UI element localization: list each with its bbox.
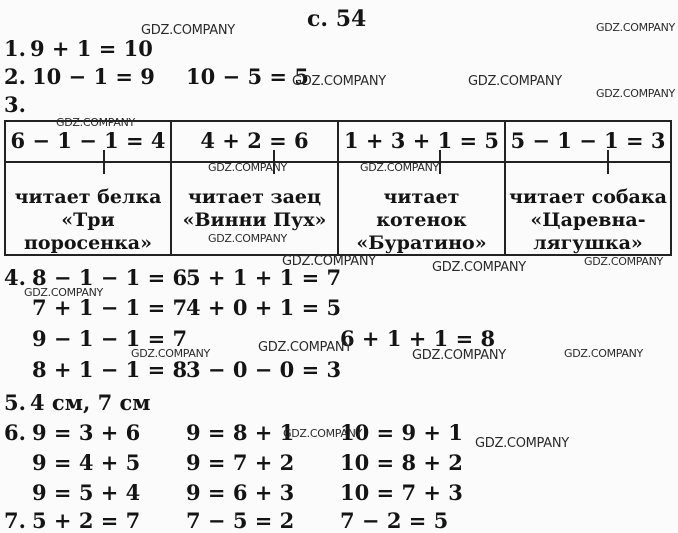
watermark: GDZ.COMPANY — [292, 74, 386, 89]
task-4-row-1-col-2: 5 + 1 + 1 = 7 — [186, 265, 342, 290]
watermark: GDZ.COMPANY — [141, 23, 235, 38]
table-cell-3-line-2: котенок — [376, 209, 467, 231]
task-7-number: 7. — [4, 508, 26, 533]
watermark: GDZ.COMPANY — [475, 436, 569, 451]
table-cell-4-equation: 5 − 1 − 1 = 3 — [510, 128, 666, 153]
watermark: GDZ.COMPANY — [208, 232, 287, 245]
watermark: GDZ.COMPANY — [596, 87, 675, 100]
watermark: GDZ.COMPANY — [258, 340, 352, 355]
task-2-equation-2: 10 − 5 = 5 — [186, 64, 309, 89]
task-3-number: 3. — [4, 92, 26, 117]
watermark: GDZ.COMPANY — [412, 348, 506, 363]
task-6-row-2-col-2: 9 = 7 + 2 — [186, 450, 295, 475]
task-4-row-1-col-1: 8 − 1 − 1 = 6 — [32, 265, 188, 290]
table-cell-3-text — [339, 186, 504, 255]
task-5-number: 5. — [4, 390, 26, 415]
task-6-row-1-col-2: 9 = 8 + 1 — [186, 420, 295, 445]
task-2-equation-1: 10 − 1 = 9 — [32, 64, 155, 89]
table-cell-3-line-3: «Буратино» — [356, 232, 487, 254]
task-4-number: 4. — [4, 265, 26, 290]
task-6-row-3-col-1: 9 = 5 + 4 — [32, 480, 141, 505]
table-cell-2-text — [172, 186, 337, 232]
task-1-number: 1. — [4, 36, 26, 61]
task-4-row-4-col-1: 8 + 1 − 1 = 8 — [32, 357, 188, 382]
task-1-equation: 9 + 1 = 10 — [30, 36, 153, 61]
task-4-row-2-col-2: 4 + 0 + 1 = 5 — [186, 295, 342, 320]
table-cell-4-text — [506, 186, 670, 255]
watermark: GDZ.COMPANY — [596, 21, 675, 34]
task-6-row-1-col-3: 10 = 9 + 1 — [340, 420, 463, 445]
task-2-number: 2. — [4, 64, 26, 89]
table-cell-1-text — [6, 186, 170, 255]
watermark: GDZ.COMPANY — [24, 286, 103, 299]
task-4-row-2-col-1: 7 + 1 − 1 = 7 — [32, 295, 188, 320]
table-cell-3-line-1: читает — [383, 186, 460, 208]
table-cell-2-line-1: читает заец — [187, 186, 322, 208]
watermark: GDZ.COMPANY — [131, 347, 210, 360]
task-6-row-2-col-1: 9 = 4 + 5 — [32, 450, 141, 475]
table-cell-4-line-2: «Царевна- — [530, 209, 646, 231]
watermark: GDZ.COMPANY — [564, 347, 643, 360]
task-6-row-3-col-3: 10 = 7 + 3 — [340, 480, 463, 505]
table-cell-1-line-1: читает белка — [14, 186, 162, 208]
task-6-row-3-col-2: 9 = 6 + 3 — [186, 480, 295, 505]
watermark: GDZ.COMPANY — [360, 161, 439, 174]
watermark: GDZ.COMPANY — [432, 260, 526, 275]
page-number: с. 54 — [307, 6, 367, 32]
watermark: GDZ.COMPANY — [584, 255, 663, 268]
table-cell-4-line-1: читает собака — [509, 186, 667, 208]
task-6-row-1-col-1: 9 = 3 + 6 — [32, 420, 141, 445]
task-4-row-4-col-2: 3 − 0 − 0 = 3 — [186, 357, 342, 382]
watermark: GDZ.COMPANY — [208, 161, 287, 174]
task-4-row-3-col-2: 6 + 1 + 1 = 8 — [340, 326, 496, 351]
table-cell-1-equation: 6 − 1 − 1 = 4 — [10, 128, 166, 153]
table-cell-1-line-3: поросенка» — [23, 232, 152, 254]
task-7-equation-3: 7 − 2 = 5 — [340, 508, 449, 533]
table-cell-2-line-2: «Винни Пух» — [182, 209, 327, 231]
table-cell-4-line-3: лягушка» — [533, 232, 643, 254]
watermark: GDZ.COMPANY — [283, 427, 362, 440]
task-5-answer: 4 см, 7 см — [30, 390, 151, 415]
watermark: GDZ.COMPANY — [282, 254, 376, 269]
task-4-row-3-col-1: 9 − 1 − 1 = 7 — [32, 326, 188, 351]
table-cell-2-equation: 4 + 2 = 6 — [200, 128, 309, 153]
watermark: GDZ.COMPANY — [56, 116, 135, 129]
task-6-row-2-col-3: 10 = 8 + 2 — [340, 450, 463, 475]
watermark: GDZ.COMPANY — [468, 74, 562, 89]
reading-table — [4, 120, 672, 256]
task-6-number: 6. — [4, 420, 26, 445]
table-cell-3-equation: 1 + 3 + 1 = 5 — [343, 128, 500, 153]
table-cell-1-line-2: «Три — [61, 209, 115, 231]
task-7-equation-1: 5 + 2 = 7 — [32, 508, 141, 533]
task-7-equation-2: 7 − 5 = 2 — [186, 508, 295, 533]
